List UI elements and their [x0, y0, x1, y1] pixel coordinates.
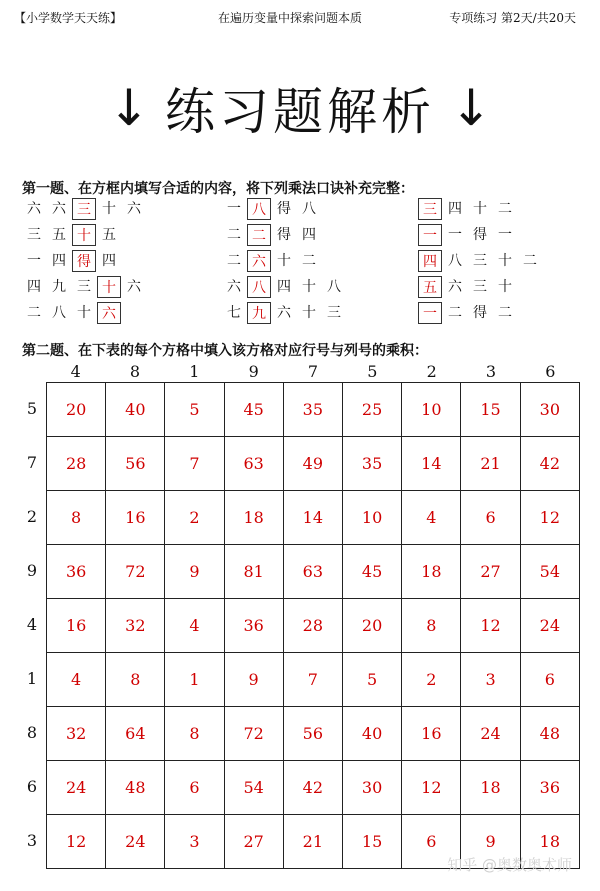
- product-cell[interactable]: 32: [106, 599, 165, 653]
- answer-box[interactable]: 九: [247, 302, 271, 324]
- row-header: 1: [26, 669, 38, 688]
- row-header: 8: [26, 723, 38, 742]
- product-cell[interactable]: 9: [224, 653, 283, 707]
- product-cell[interactable]: 72: [224, 707, 283, 761]
- table-row: [47, 707, 580, 761]
- column-header: 5: [367, 362, 378, 381]
- page-header: [0, 4, 600, 26]
- header-left: 【小学数学天天练】: [14, 11, 123, 25]
- product-cell[interactable]: 4: [165, 599, 224, 653]
- product-cell[interactable]: 45: [342, 545, 401, 599]
- product-cell[interactable]: 48: [520, 707, 579, 761]
- formula-char: 二: [227, 227, 241, 243]
- product-cell[interactable]: 16: [47, 599, 106, 653]
- formula-char: 四: [52, 253, 66, 269]
- product-cell[interactable]: 54: [520, 545, 579, 599]
- product-cell[interactable]: 48: [106, 761, 165, 815]
- formula-char: 二: [227, 253, 241, 269]
- answer-box[interactable]: 二: [247, 224, 271, 246]
- formula-char: 八: [52, 305, 66, 321]
- product-cell[interactable]: 20: [47, 383, 106, 437]
- formula-char: 五: [52, 227, 66, 243]
- formula-char: 六: [277, 305, 291, 321]
- question-2-label: 第二题、在下表的每个方格中填入该方格对应行号与列号的乘积：: [22, 343, 428, 359]
- table-row: [47, 491, 580, 545]
- answer-box[interactable]: 得: [72, 250, 96, 272]
- answer-box[interactable]: 八: [247, 276, 271, 298]
- formula-char: 得: [277, 227, 291, 243]
- row-header: 7: [26, 453, 38, 472]
- column-header: 2: [426, 362, 437, 381]
- product-cell[interactable]: 12: [402, 761, 461, 815]
- formula-char: 二: [302, 253, 316, 269]
- product-cell[interactable]: 2: [165, 491, 224, 545]
- product-cell[interactable]: 9: [165, 545, 224, 599]
- product-cell[interactable]: 24: [106, 815, 165, 869]
- answer-box[interactable]: 三: [72, 198, 96, 220]
- column-header: 6: [545, 362, 556, 381]
- product-cell[interactable]: 30: [342, 761, 401, 815]
- product-cell[interactable]: 20: [342, 599, 401, 653]
- product-cell[interactable]: 81: [224, 545, 283, 599]
- product-cell[interactable]: 54: [224, 761, 283, 815]
- down-arrow-icon: ↓: [450, 79, 492, 137]
- product-cell[interactable]: 16: [402, 707, 461, 761]
- table-row: [47, 599, 580, 653]
- column-header: 3: [485, 362, 497, 381]
- formula-char: 一: [448, 227, 462, 243]
- page-title: [0, 72, 600, 144]
- formula-char: 十: [473, 201, 487, 217]
- product-cell[interactable]: 9: [461, 815, 520, 869]
- table-row: [47, 383, 580, 437]
- multiplication-fill-area: [0, 198, 600, 338]
- product-cell[interactable]: 24: [520, 599, 579, 653]
- product-cell[interactable]: 30: [520, 383, 579, 437]
- product-cell[interactable]: 8: [402, 599, 461, 653]
- title-text: 练习题解析: [165, 83, 435, 141]
- formula-char: 得: [473, 305, 487, 321]
- product-cell[interactable]: 56: [283, 707, 342, 761]
- product-cell[interactable]: 25: [342, 383, 401, 437]
- formula-char: 十: [77, 305, 91, 321]
- formula-char: 八: [302, 201, 316, 217]
- formula-char: 二: [27, 305, 41, 321]
- answer-box[interactable]: 十: [72, 224, 96, 246]
- product-cell[interactable]: 36: [224, 599, 283, 653]
- product-cell[interactable]: 42: [520, 437, 579, 491]
- answer-box[interactable]: 八: [247, 198, 271, 220]
- product-cell[interactable]: 8: [165, 707, 224, 761]
- product-cell[interactable]: 40: [342, 707, 401, 761]
- product-cell[interactable]: 28: [283, 599, 342, 653]
- product-cell[interactable]: 56: [106, 437, 165, 491]
- column-header: 9: [248, 362, 259, 381]
- product-cell[interactable]: 18: [224, 491, 283, 545]
- product-cell[interactable]: 1: [165, 653, 224, 707]
- question-1-label: 第一题、在方框内填写合适的内容，将下列乘法口诀补充完整：: [22, 181, 414, 197]
- formula-char: 得: [277, 201, 291, 217]
- product-cell[interactable]: 8: [106, 653, 165, 707]
- formula-char: 六: [127, 201, 141, 217]
- answer-box[interactable]: 三: [418, 198, 442, 220]
- column-header: 7: [307, 362, 319, 381]
- product-cell[interactable]: 3: [461, 653, 520, 707]
- product-cell[interactable]: 6: [402, 815, 461, 869]
- product-cell[interactable]: 63: [283, 545, 342, 599]
- table-row: [47, 761, 580, 815]
- product-cell[interactable]: 27: [461, 545, 520, 599]
- product-cell[interactable]: 4: [402, 491, 461, 545]
- product-cell[interactable]: 15: [342, 815, 401, 869]
- product-cell[interactable]: 16: [106, 491, 165, 545]
- product-cell[interactable]: 3: [165, 815, 224, 869]
- product-cell[interactable]: 2: [402, 653, 461, 707]
- product-cell[interactable]: 49: [283, 437, 342, 491]
- product-cell[interactable]: 18: [461, 761, 520, 815]
- formula-char: 九: [52, 279, 66, 295]
- header-right: 专项练习 第2天/共20天: [449, 11, 576, 25]
- product-cell[interactable]: 40: [106, 383, 165, 437]
- product-grid: [46, 382, 580, 869]
- row-header: 6: [26, 777, 38, 796]
- product-cell[interactable]: 32: [47, 707, 106, 761]
- product-cell[interactable]: 4: [47, 653, 106, 707]
- product-cell[interactable]: 7: [283, 653, 342, 707]
- product-cell[interactable]: 18: [402, 545, 461, 599]
- formula-char: 六: [127, 279, 141, 295]
- formula-char: 十: [302, 305, 316, 321]
- product-cell[interactable]: 21: [283, 815, 342, 869]
- column-header: 1: [189, 362, 200, 381]
- formula-char: 三: [473, 253, 487, 269]
- formula-char: 十: [277, 253, 291, 269]
- formula-char: 三: [327, 305, 341, 321]
- formula-char: 四: [448, 201, 462, 217]
- product-cell[interactable]: 36: [520, 761, 579, 815]
- formula-char: 十: [302, 279, 316, 295]
- formula-char: 四: [27, 279, 41, 295]
- formula-char: 二: [523, 253, 537, 269]
- product-cell[interactable]: 45: [224, 383, 283, 437]
- row-header: 2: [26, 507, 38, 526]
- product-cell[interactable]: 64: [106, 707, 165, 761]
- product-cell[interactable]: 12: [520, 491, 579, 545]
- answer-box[interactable]: 一: [418, 224, 442, 246]
- formula-char: 五: [102, 227, 116, 243]
- answer-box[interactable]: 四: [418, 250, 442, 272]
- formula-char: 十: [498, 279, 512, 295]
- table-row: [47, 437, 580, 491]
- formula-char: 六: [448, 279, 462, 295]
- product-cell[interactable]: 6: [520, 653, 579, 707]
- formula-char: 三: [473, 279, 487, 295]
- formula-char: 八: [448, 253, 462, 269]
- formula-char: 六: [27, 201, 41, 217]
- product-cell[interactable]: 21: [461, 437, 520, 491]
- formula-char: 四: [102, 253, 116, 269]
- formula-char: 三: [27, 227, 41, 243]
- formula-char: 十: [102, 201, 116, 217]
- product-cell[interactable]: 8: [47, 491, 106, 545]
- table-row: [47, 653, 580, 707]
- product-cell[interactable]: 15: [461, 383, 520, 437]
- product-cell[interactable]: 12: [461, 599, 520, 653]
- formula-char: 八: [327, 279, 341, 295]
- product-cell[interactable]: 24: [461, 707, 520, 761]
- product-cell[interactable]: 6: [165, 761, 224, 815]
- column-header: 8: [129, 362, 141, 381]
- header-center: 在遍历变量中探索问题本质: [218, 11, 363, 25]
- row-header: 3: [26, 831, 38, 850]
- answer-box[interactable]: 十: [97, 276, 121, 298]
- product-cell[interactable]: 7: [165, 437, 224, 491]
- formula-char: 一: [498, 227, 512, 243]
- watermark: 知乎 @奥数奥术师: [447, 856, 572, 874]
- formula-char: 二: [498, 201, 512, 217]
- product-cell[interactable]: 10: [402, 383, 461, 437]
- row-header: 4: [26, 615, 38, 634]
- product-cell[interactable]: 28: [47, 437, 106, 491]
- product-grid-area: [22, 360, 562, 880]
- answer-box[interactable]: 五: [418, 276, 442, 298]
- formula-char: 六: [227, 279, 241, 295]
- formula-char: 一: [227, 201, 241, 217]
- row-header: 5: [26, 399, 38, 418]
- product-cell[interactable]: 72: [106, 545, 165, 599]
- product-cell[interactable]: 27: [224, 815, 283, 869]
- formula-char: 二: [498, 305, 512, 321]
- formula-char: 六: [52, 201, 66, 217]
- product-cell[interactable]: 12: [47, 815, 106, 869]
- product-cell[interactable]: 14: [402, 437, 461, 491]
- formula-char: 十: [498, 253, 512, 269]
- formula-char: 一: [27, 253, 41, 269]
- product-cell[interactable]: 36: [47, 545, 106, 599]
- down-arrow-icon: ↓: [108, 79, 150, 137]
- formula-char: 四: [277, 279, 291, 295]
- column-header: 4: [70, 362, 81, 381]
- table-row: [47, 545, 580, 599]
- product-cell[interactable]: 63: [224, 437, 283, 491]
- answer-box[interactable]: 一: [418, 302, 442, 324]
- formula-char: 七: [227, 305, 241, 321]
- formula-char: 四: [302, 227, 316, 243]
- product-cell[interactable]: 10: [342, 491, 401, 545]
- row-header: 9: [26, 561, 38, 580]
- product-cell[interactable]: 6: [461, 491, 520, 545]
- formula-char: 三: [77, 279, 91, 295]
- product-cell[interactable]: 35: [342, 437, 401, 491]
- product-cell[interactable]: 5: [165, 383, 224, 437]
- product-cell[interactable]: 5: [342, 653, 401, 707]
- formula-char: 得: [473, 227, 487, 243]
- answer-box[interactable]: 六: [247, 250, 271, 272]
- formula-char: 二: [448, 305, 462, 321]
- product-cell[interactable]: 35: [283, 383, 342, 437]
- answer-box[interactable]: 六: [97, 302, 121, 324]
- product-cell[interactable]: 14: [283, 491, 342, 545]
- product-cell[interactable]: 18: [520, 815, 579, 869]
- product-cell[interactable]: 24: [47, 761, 106, 815]
- product-cell[interactable]: 42: [283, 761, 342, 815]
